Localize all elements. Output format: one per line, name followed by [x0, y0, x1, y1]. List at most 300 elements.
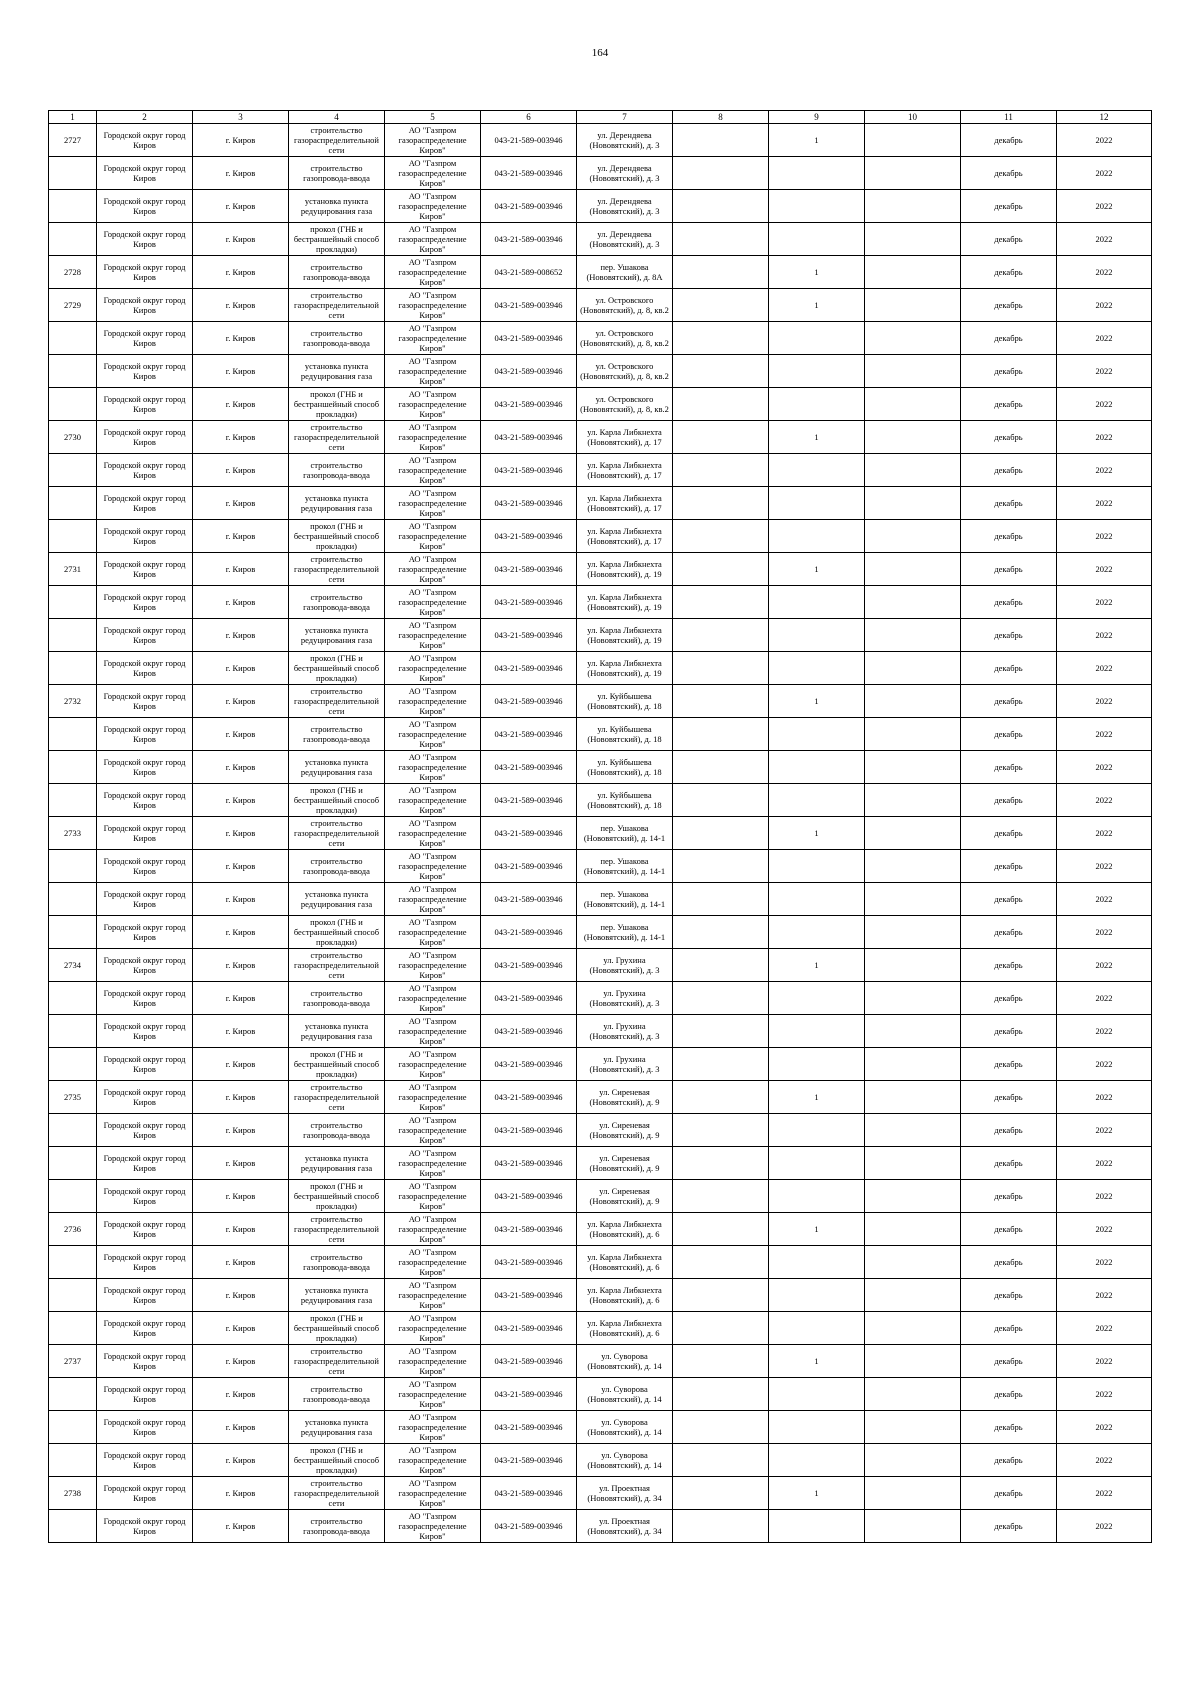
- cell-text: 043-21-589-003946: [494, 1389, 563, 1399]
- cell-text: декабрь: [994, 465, 1023, 475]
- table-cell-col-10: [865, 1477, 961, 1510]
- cell-text: Городской округ город Киров: [103, 526, 186, 546]
- cell-text: 2022: [1095, 1059, 1113, 1069]
- table-cell-col-10: [865, 1378, 961, 1411]
- table-cell-col-5: [385, 1048, 481, 1081]
- cell-text: строительство газораспределительной сети: [294, 1082, 379, 1112]
- cell-text: г. Киров: [225, 135, 256, 145]
- cell-text: Городской округ город Киров: [103, 328, 186, 348]
- table-cell-col-11: [961, 454, 1057, 487]
- table-cell-col-1: [49, 487, 97, 520]
- table-cell-col-5: [385, 1246, 481, 1279]
- table-cell-col-8: [673, 718, 769, 751]
- cell-text: строительство газораспределительной сети: [294, 950, 379, 980]
- cell-text: декабрь: [994, 1191, 1023, 1201]
- cell-text: 043-21-589-003946: [494, 1026, 563, 1036]
- table-cell-col-6: [481, 289, 577, 322]
- table-cell-col-5: [385, 685, 481, 718]
- cell-text: АО "Газпром газораспределение Киров": [398, 1511, 467, 1541]
- table-cell-col-2: [97, 1048, 193, 1081]
- table-cell-col-10: [865, 718, 961, 751]
- table-cell-col-2: [97, 1510, 193, 1543]
- cell-text: 2022: [1095, 168, 1113, 178]
- table-cell-col-1: [49, 190, 97, 223]
- table-cell-col-2: [97, 916, 193, 949]
- cell-text: 2022: [1095, 1224, 1113, 1234]
- cell-text: г. Киров: [225, 1257, 256, 1267]
- cell-text: 1: [814, 135, 819, 145]
- cell-text: декабрь: [994, 1521, 1023, 1531]
- table-cell-col-3: [193, 1444, 289, 1477]
- table-cell-col-11: [961, 1180, 1057, 1213]
- table-cell-col-11: [961, 1081, 1057, 1114]
- table-cell-col-11: [961, 1312, 1057, 1345]
- table-cell-col-3: [193, 256, 289, 289]
- cell-text: установка пункта редуцирования газа: [300, 196, 373, 216]
- table-cell-col-2: [97, 1378, 193, 1411]
- table-cell-col-1: [49, 1345, 97, 1378]
- table-cell-col-10: [865, 1180, 961, 1213]
- table-cell-col-10: [865, 289, 961, 322]
- table-cell-col-12: [1057, 1411, 1152, 1444]
- cell-text: 043-21-589-003946: [494, 135, 563, 145]
- cell-text: АО "Газпром газораспределение Киров": [398, 1082, 467, 1112]
- table-cell-col-5: [385, 322, 481, 355]
- table-cell-col-7: [577, 1510, 673, 1543]
- cell-text: АО "Газпром газораспределение Киров": [398, 1016, 467, 1046]
- cell-text: АО "Газпром газораспределение Киров": [398, 290, 467, 320]
- cell-text: 2737: [64, 1356, 81, 1366]
- cell-text: прокол (ГНБ и бестраншейный способ прокладки): [293, 653, 380, 683]
- table-cell-col-6: [481, 223, 577, 256]
- cell-text: строительство газопровода-ввода: [303, 163, 370, 183]
- table-row: [49, 949, 1152, 982]
- cell-text: г. Киров: [225, 168, 256, 178]
- cell-text: 2730: [64, 432, 81, 442]
- table-cell-col-8: [673, 157, 769, 190]
- table-cell-col-6: [481, 1147, 577, 1180]
- table-cell-col-9: [769, 718, 865, 751]
- table-cell-col-9: [769, 619, 865, 652]
- table-cell-col-12: [1057, 289, 1152, 322]
- table-cell-col-11: [961, 1147, 1057, 1180]
- table-cell-col-2: [97, 454, 193, 487]
- cell-text: г. Киров: [225, 498, 256, 508]
- cell-text: г. Киров: [225, 1092, 256, 1102]
- cell-text: 043-21-589-003946: [494, 795, 563, 805]
- table-cell-col-8: [673, 190, 769, 223]
- table-cell-col-12: [1057, 751, 1152, 784]
- table-cell-col-6: [481, 1114, 577, 1147]
- table-cell-col-10: [865, 487, 961, 520]
- column-header-10: 10: [865, 111, 961, 124]
- table-cell-col-11: [961, 652, 1057, 685]
- cell-text: АО "Газпром газораспределение Киров": [398, 1115, 467, 1145]
- table-row: [49, 1180, 1152, 1213]
- table-cell-col-10: [865, 982, 961, 1015]
- cell-text: АО "Газпром газораспределение Киров": [398, 356, 467, 386]
- table-cell-col-10: [865, 322, 961, 355]
- cell-text: г. Киров: [225, 366, 256, 376]
- column-header-1: 1: [49, 111, 97, 124]
- table-cell-col-8: [673, 916, 769, 949]
- table-cell-col-3: [193, 487, 289, 520]
- table-cell-col-5: [385, 1147, 481, 1180]
- table-cell-col-10: [865, 1411, 961, 1444]
- cell-text: 2022: [1095, 333, 1113, 343]
- table-cell-col-4: [289, 190, 385, 223]
- cell-text: строительство газораспределительной сети: [294, 554, 379, 584]
- table-cell-col-3: [193, 685, 289, 718]
- table-cell-col-8: [673, 817, 769, 850]
- cell-text: 043-21-589-003946: [494, 1455, 563, 1465]
- table-cell-col-10: [865, 1147, 961, 1180]
- table-cell-col-1: [49, 1081, 97, 1114]
- table-cell-col-5: [385, 1114, 481, 1147]
- table-cell-col-12: [1057, 421, 1152, 454]
- table-cell-col-10: [865, 586, 961, 619]
- cell-text: ул. Карла Либкнехта (Нововятский), д. 6: [587, 1219, 662, 1239]
- table-cell-col-5: [385, 1015, 481, 1048]
- cell-text: 043-21-589-003946: [494, 663, 563, 673]
- table-cell-col-4: [289, 1477, 385, 1510]
- cell-text: декабрь: [994, 1356, 1023, 1366]
- cell-text: Городской округ город Киров: [103, 1087, 186, 1107]
- table-cell-col-3: [193, 1048, 289, 1081]
- cell-text: АО "Газпром газораспределение Киров": [398, 884, 467, 914]
- table-cell-col-3: [193, 1246, 289, 1279]
- table-cell-col-1: [49, 784, 97, 817]
- cell-text: ул. Грухина (Нововятский), д. 3: [589, 955, 660, 975]
- cell-text: установка пункта редуцирования газа: [300, 757, 373, 777]
- table-row: [49, 553, 1152, 586]
- table-cell-col-7: [577, 388, 673, 421]
- cell-text: 043-21-589-003946: [494, 1356, 563, 1366]
- table-row: [49, 850, 1152, 883]
- table-cell-col-4: [289, 1081, 385, 1114]
- table-cell-col-2: [97, 1114, 193, 1147]
- table-cell-col-3: [193, 1213, 289, 1246]
- table-cell-col-4: [289, 586, 385, 619]
- table-cell-col-6: [481, 883, 577, 916]
- cell-text: 043-21-589-003946: [494, 564, 563, 574]
- table-cell-col-10: [865, 223, 961, 256]
- cell-text: 2022: [1095, 729, 1113, 739]
- table-cell-col-5: [385, 850, 481, 883]
- cell-text: 2022: [1095, 201, 1113, 211]
- table-cell-col-10: [865, 916, 961, 949]
- table-cell-col-2: [97, 850, 193, 883]
- cell-text: АО "Газпром газораспределение Киров": [398, 1412, 467, 1442]
- cell-text: строительство газопровода-ввода: [303, 460, 370, 480]
- table-cell-col-3: [193, 652, 289, 685]
- cell-text: Городской округ город Киров: [103, 1417, 186, 1437]
- table-cell-col-5: [385, 751, 481, 784]
- table-cell-col-12: [1057, 1345, 1152, 1378]
- cell-text: 2022: [1095, 267, 1113, 277]
- table-cell-col-11: [961, 586, 1057, 619]
- cell-text: ул. Грухина (Нововятский), д. 3: [589, 988, 660, 1008]
- table-cell-col-4: [289, 355, 385, 388]
- cell-text: строительство газораспределительной сети: [294, 1346, 379, 1376]
- cell-text: установка пункта редуцирования газа: [300, 493, 373, 513]
- table-cell-col-7: [577, 850, 673, 883]
- cell-text: декабрь: [994, 861, 1023, 871]
- table-cell-col-6: [481, 190, 577, 223]
- table-cell-col-2: [97, 685, 193, 718]
- table-cell-col-1: [49, 256, 97, 289]
- table-cell-col-10: [865, 454, 961, 487]
- cell-text: г. Киров: [225, 1158, 256, 1168]
- table-cell-col-6: [481, 751, 577, 784]
- table-cell-col-4: [289, 949, 385, 982]
- table-cell-col-6: [481, 256, 577, 289]
- table-cell-col-4: [289, 751, 385, 784]
- cell-text: 2022: [1095, 1158, 1113, 1168]
- table-cell-col-1: [49, 652, 97, 685]
- cell-text: 043-21-589-008652: [494, 267, 563, 277]
- table-cell-col-12: [1057, 1081, 1152, 1114]
- table-cell-col-1: [49, 1510, 97, 1543]
- cell-text: строительство газопровода-ввода: [303, 988, 370, 1008]
- table-cell-col-3: [193, 850, 289, 883]
- cell-text: 1: [814, 1356, 819, 1366]
- table-cell-col-10: [865, 256, 961, 289]
- table-cell-col-5: [385, 355, 481, 388]
- table-row: [49, 223, 1152, 256]
- cell-text: 2022: [1095, 1026, 1113, 1036]
- cell-text: г. Киров: [225, 993, 256, 1003]
- table-cell-col-6: [481, 1048, 577, 1081]
- cell-text: 043-21-589-003946: [494, 201, 563, 211]
- cell-text: 2022: [1095, 300, 1113, 310]
- cell-text: пер. Ушакова (Нововятский), д. 8А: [586, 262, 663, 282]
- table-cell-col-10: [865, 652, 961, 685]
- table-cell-col-5: [385, 256, 481, 289]
- table-cell-col-3: [193, 520, 289, 553]
- cell-text: 043-21-589-003946: [494, 993, 563, 1003]
- table-cell-col-4: [289, 1180, 385, 1213]
- cell-text: декабрь: [994, 1092, 1023, 1102]
- table-cell-col-3: [193, 454, 289, 487]
- cell-text: Городской округ город Киров: [103, 1450, 186, 1470]
- cell-text: ул. Грухина (Нововятский), д. 3: [589, 1054, 660, 1074]
- table-cell-col-7: [577, 124, 673, 157]
- cell-text: ул. Карла Либкнехта (Нововятский), д. 19: [587, 592, 662, 612]
- table-cell-col-9: [769, 1180, 865, 1213]
- table-cell-col-8: [673, 1048, 769, 1081]
- table-cell-col-5: [385, 619, 481, 652]
- cell-text: 043-21-589-003946: [494, 531, 563, 541]
- cell-text: декабрь: [994, 1488, 1023, 1498]
- table-cell-col-3: [193, 1378, 289, 1411]
- cell-text: г. Киров: [225, 1290, 256, 1300]
- table-cell-col-6: [481, 685, 577, 718]
- table-cell-col-4: [289, 1279, 385, 1312]
- table-cell-col-4: [289, 124, 385, 157]
- table-cell-col-4: [289, 1312, 385, 1345]
- cell-text: 2731: [64, 564, 81, 574]
- table-cell-col-2: [97, 1246, 193, 1279]
- cell-text: АО "Газпром газораспределение Киров": [398, 1247, 467, 1277]
- column-header-2: 2: [97, 111, 193, 124]
- table-cell-col-12: [1057, 1114, 1152, 1147]
- table-cell-col-10: [865, 1345, 961, 1378]
- cell-text: строительство газопровода-ввода: [303, 856, 370, 876]
- table-cell-col-7: [577, 289, 673, 322]
- table-cell-col-12: [1057, 1378, 1152, 1411]
- table-cell-col-9: [769, 1312, 865, 1345]
- table-row: [49, 586, 1152, 619]
- table-cell-col-8: [673, 652, 769, 685]
- table-row: [49, 388, 1152, 421]
- table-cell-col-1: [49, 949, 97, 982]
- table-cell-col-1: [49, 1114, 97, 1147]
- table-cell-col-2: [97, 157, 193, 190]
- cell-text: 2738: [64, 1488, 81, 1498]
- table-cell-col-3: [193, 1279, 289, 1312]
- cell-text: строительство газораспределительной сети: [294, 686, 379, 716]
- table-cell-col-6: [481, 124, 577, 157]
- cell-text: г. Киров: [225, 1389, 256, 1399]
- cell-text: 2022: [1095, 234, 1113, 244]
- table-row: [49, 289, 1152, 322]
- table-cell-col-3: [193, 355, 289, 388]
- table-cell-col-9: [769, 1378, 865, 1411]
- cell-text: строительство газопровода-ввода: [303, 1252, 370, 1272]
- table-cell-col-4: [289, 157, 385, 190]
- table-cell-col-10: [865, 1048, 961, 1081]
- table-cell-col-10: [865, 949, 961, 982]
- cell-text: декабрь: [994, 1059, 1023, 1069]
- table-cell-col-3: [193, 1114, 289, 1147]
- table-row: [49, 421, 1152, 454]
- table-cell-col-2: [97, 124, 193, 157]
- table-cell-col-9: [769, 355, 865, 388]
- table-cell-col-12: [1057, 982, 1152, 1015]
- table-cell-col-12: [1057, 1147, 1152, 1180]
- table-cell-col-9: [769, 1213, 865, 1246]
- cell-text: г. Киров: [225, 1125, 256, 1135]
- cell-text: 043-21-589-003946: [494, 432, 563, 442]
- table-cell-col-9: [769, 421, 865, 454]
- table-cell-col-7: [577, 1411, 673, 1444]
- cell-text: строительство газопровода-ввода: [303, 592, 370, 612]
- table-row: [49, 784, 1152, 817]
- table-cell-col-12: [1057, 817, 1152, 850]
- table-cell-col-11: [961, 751, 1057, 784]
- cell-text: 043-21-589-003946: [494, 1191, 563, 1201]
- table-cell-col-2: [97, 817, 193, 850]
- cell-text: 2022: [1095, 828, 1113, 838]
- cell-text: г. Киров: [225, 663, 256, 673]
- table-cell-col-6: [481, 1444, 577, 1477]
- table-cell-col-5: [385, 289, 481, 322]
- table-cell-col-1: [49, 454, 97, 487]
- table-cell-col-3: [193, 1015, 289, 1048]
- cell-text: Городской округ город Киров: [103, 757, 186, 777]
- cell-text: декабрь: [994, 1125, 1023, 1135]
- table-cell-col-5: [385, 553, 481, 586]
- table-cell-col-12: [1057, 619, 1152, 652]
- table-cell-col-8: [673, 1015, 769, 1048]
- cell-text: 043-21-589-003946: [494, 1059, 563, 1069]
- table-cell-col-7: [577, 1444, 673, 1477]
- cell-text: Городской округ город Киров: [103, 229, 186, 249]
- table-cell-col-6: [481, 553, 577, 586]
- cell-text: 043-21-589-003946: [494, 630, 563, 640]
- table-cell-col-9: [769, 1015, 865, 1048]
- table-row: [49, 355, 1152, 388]
- cell-text: ул. Суворова (Нововятский), д. 14: [587, 1351, 662, 1371]
- cell-text: Городской округ город Киров: [103, 658, 186, 678]
- table-cell-col-6: [481, 1411, 577, 1444]
- cell-text: ул. Островского (Нововятский), д. 8, кв.2: [580, 328, 669, 348]
- cell-text: 043-21-589-003946: [494, 1521, 563, 1531]
- cell-text: ул. Карла Либкнехта (Нововятский), д. 17: [587, 493, 662, 513]
- table-cell-col-4: [289, 421, 385, 454]
- cell-text: г. Киров: [225, 1488, 256, 1498]
- table-cell-col-10: [865, 355, 961, 388]
- cell-text: АО "Газпром газораспределение Киров": [398, 125, 467, 155]
- table-cell-col-11: [961, 1114, 1057, 1147]
- table-cell-col-11: [961, 619, 1057, 652]
- cell-text: декабрь: [994, 135, 1023, 145]
- cell-text: 2733: [64, 828, 81, 838]
- table-cell-col-11: [961, 883, 1057, 916]
- table-cell-col-2: [97, 553, 193, 586]
- table-cell-col-7: [577, 1015, 673, 1048]
- table-cell-col-5: [385, 520, 481, 553]
- cell-text: 043-21-589-003946: [494, 168, 563, 178]
- table-cell-col-8: [673, 256, 769, 289]
- cell-text: АО "Газпром газораспределение Киров": [398, 1049, 467, 1079]
- cell-text: установка пункта редуцирования газа: [300, 889, 373, 909]
- table-cell-col-7: [577, 223, 673, 256]
- table-cell-col-2: [97, 355, 193, 388]
- cell-text: Городской округ город Киров: [103, 1516, 186, 1536]
- table-cell-col-7: [577, 1312, 673, 1345]
- table-cell-col-5: [385, 1213, 481, 1246]
- table-cell-col-1: [49, 1213, 97, 1246]
- cell-text: декабрь: [994, 1257, 1023, 1267]
- table-cell-col-3: [193, 751, 289, 784]
- table-cell-col-7: [577, 751, 673, 784]
- table-cell-col-11: [961, 850, 1057, 883]
- table-cell-col-9: [769, 1279, 865, 1312]
- table-cell-col-8: [673, 850, 769, 883]
- cell-text: 043-21-589-003946: [494, 366, 563, 376]
- table-cell-col-7: [577, 157, 673, 190]
- table-cell-col-10: [865, 1213, 961, 1246]
- table-cell-col-5: [385, 652, 481, 685]
- cell-text: прокол (ГНБ и бестраншейный способ прокладки): [293, 1181, 380, 1211]
- cell-text: строительство газораспределительной сети: [294, 422, 379, 452]
- table-cell-col-9: [769, 850, 865, 883]
- cell-text: декабрь: [994, 432, 1023, 442]
- table-cell-col-9: [769, 256, 865, 289]
- cell-text: 1: [814, 960, 819, 970]
- table-cell-col-11: [961, 190, 1057, 223]
- table-row: [49, 718, 1152, 751]
- cell-text: АО "Газпром газораспределение Киров": [398, 620, 467, 650]
- table-cell-col-9: [769, 322, 865, 355]
- table-cell-col-8: [673, 1147, 769, 1180]
- table-cell-col-2: [97, 883, 193, 916]
- table-cell-col-12: [1057, 1213, 1152, 1246]
- cell-text: 2734: [64, 960, 81, 970]
- table-cell-col-8: [673, 1378, 769, 1411]
